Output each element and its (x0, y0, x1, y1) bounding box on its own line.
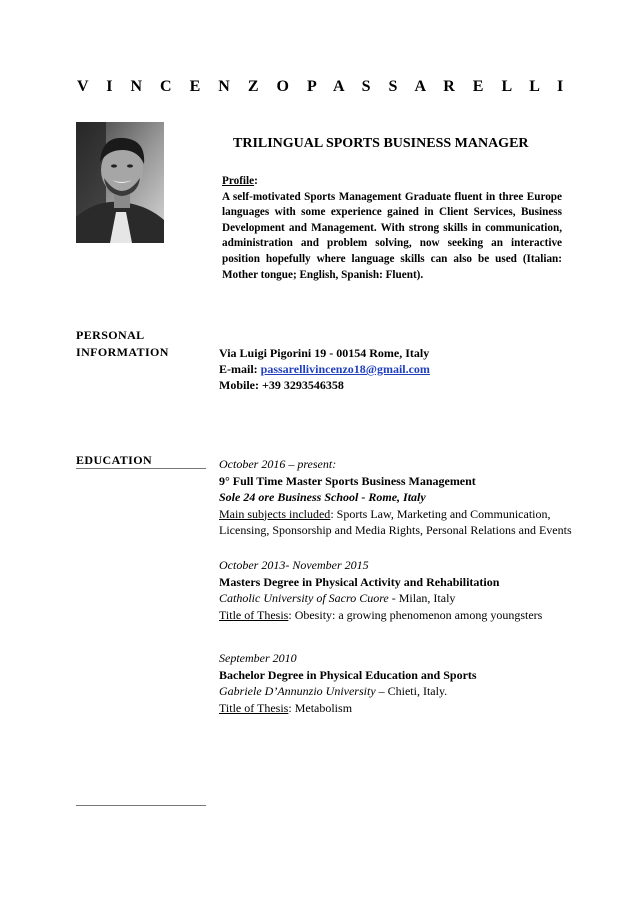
person-portrait-icon (76, 122, 164, 243)
entry-degree: Bachelor Degree in Physical Education and Sports (219, 667, 477, 682)
profile-photo (76, 122, 164, 243)
entry-school: Catholic University of Sacro Cuore (219, 591, 389, 605)
section-end-divider (76, 805, 206, 806)
address: Via Luigi Pigorini 19 - 00154 Rome, Italy (219, 346, 430, 360)
profile-label: Profile (222, 175, 255, 187)
entry-degree: 9° Full Time Master Sports Business Management (219, 473, 476, 488)
entry-date: October 2016 – present: (219, 457, 337, 471)
education-entry (219, 650, 477, 716)
entry-school: Sole 24 ore Business School - Rome, Italy (219, 490, 426, 504)
profile-text: A self-motivated Sports Management Graduate fluent in three Europe languages with some experience gained in Client Services, Business Development and Management. With strong skills in communication, administration and problem solving, now seeking an interactive position hopefully where language skills can also be used (Italian: Mother tongue; English, Spanish: Fluent). (222, 190, 562, 281)
email-label: E-mail: (219, 362, 261, 376)
entry-date: October 2013- November 2015 (219, 558, 369, 572)
contact-info (219, 345, 430, 393)
entry-school-line (219, 683, 477, 700)
candidate-name: V I N C E N Z O P A S S A R E L L I (77, 78, 571, 95)
personal-label-line1: PERSONAL (76, 328, 145, 342)
entry-school-line (219, 590, 542, 607)
email-link[interactable]: passarellivincenzo18@gmail.com (260, 362, 430, 376)
personal-label-line2: INFORMATION (76, 345, 169, 359)
entry-degree: Masters Degree in Physical Activity and Rehabilitation (219, 574, 500, 589)
entry-detail-text: : Obesity: a growing phenomenon among youngsters (288, 607, 543, 622)
entry-detail (219, 700, 477, 717)
entry-detail-text: : Sports Law, Marketing and Communication, (330, 506, 551, 521)
education-divider (76, 468, 206, 469)
education-entry (219, 557, 542, 623)
entry-school: Gabriele D’Annunzio University – (219, 684, 385, 698)
entry-detail-label: Title of Thesis (219, 700, 289, 715)
entry-location: - Milan, Italy (388, 591, 456, 605)
profile-summary: Profile: A self-motivated Sports Management Graduate fluent in three Europe languages with some experience gained in Client Services, Business Development and Management. With strong skills in communication, administration and problem solving, now seeking an interactive position hopefully where language skills can also be used (Italian: Mother tongue; English, Spanish: Fluent). (222, 174, 562, 283)
entry-detail-label: Title of Thesis (219, 607, 289, 622)
entry-detail-continued: Licensing, Sponsorship and Media Rights, Personal Relations and Events (219, 523, 572, 537)
education-heading: EDUCATION (76, 453, 153, 467)
entry-detail-label: Main subjects included (219, 506, 331, 521)
entry-location: Chieti, Italy. (384, 684, 448, 698)
entry-date: September 2010 (219, 651, 297, 665)
mobile: Mobile: +39 3293546358 (219, 378, 344, 392)
entry-detail (219, 607, 542, 624)
personal-information-heading (76, 327, 169, 361)
entry-detail (219, 506, 572, 523)
entry-detail-text: : Metabolism (288, 700, 353, 715)
education-entry (219, 456, 572, 539)
email-line (219, 361, 430, 377)
job-title: TRILINGUAL SPORTS BUSINESS MANAGER (233, 136, 529, 151)
